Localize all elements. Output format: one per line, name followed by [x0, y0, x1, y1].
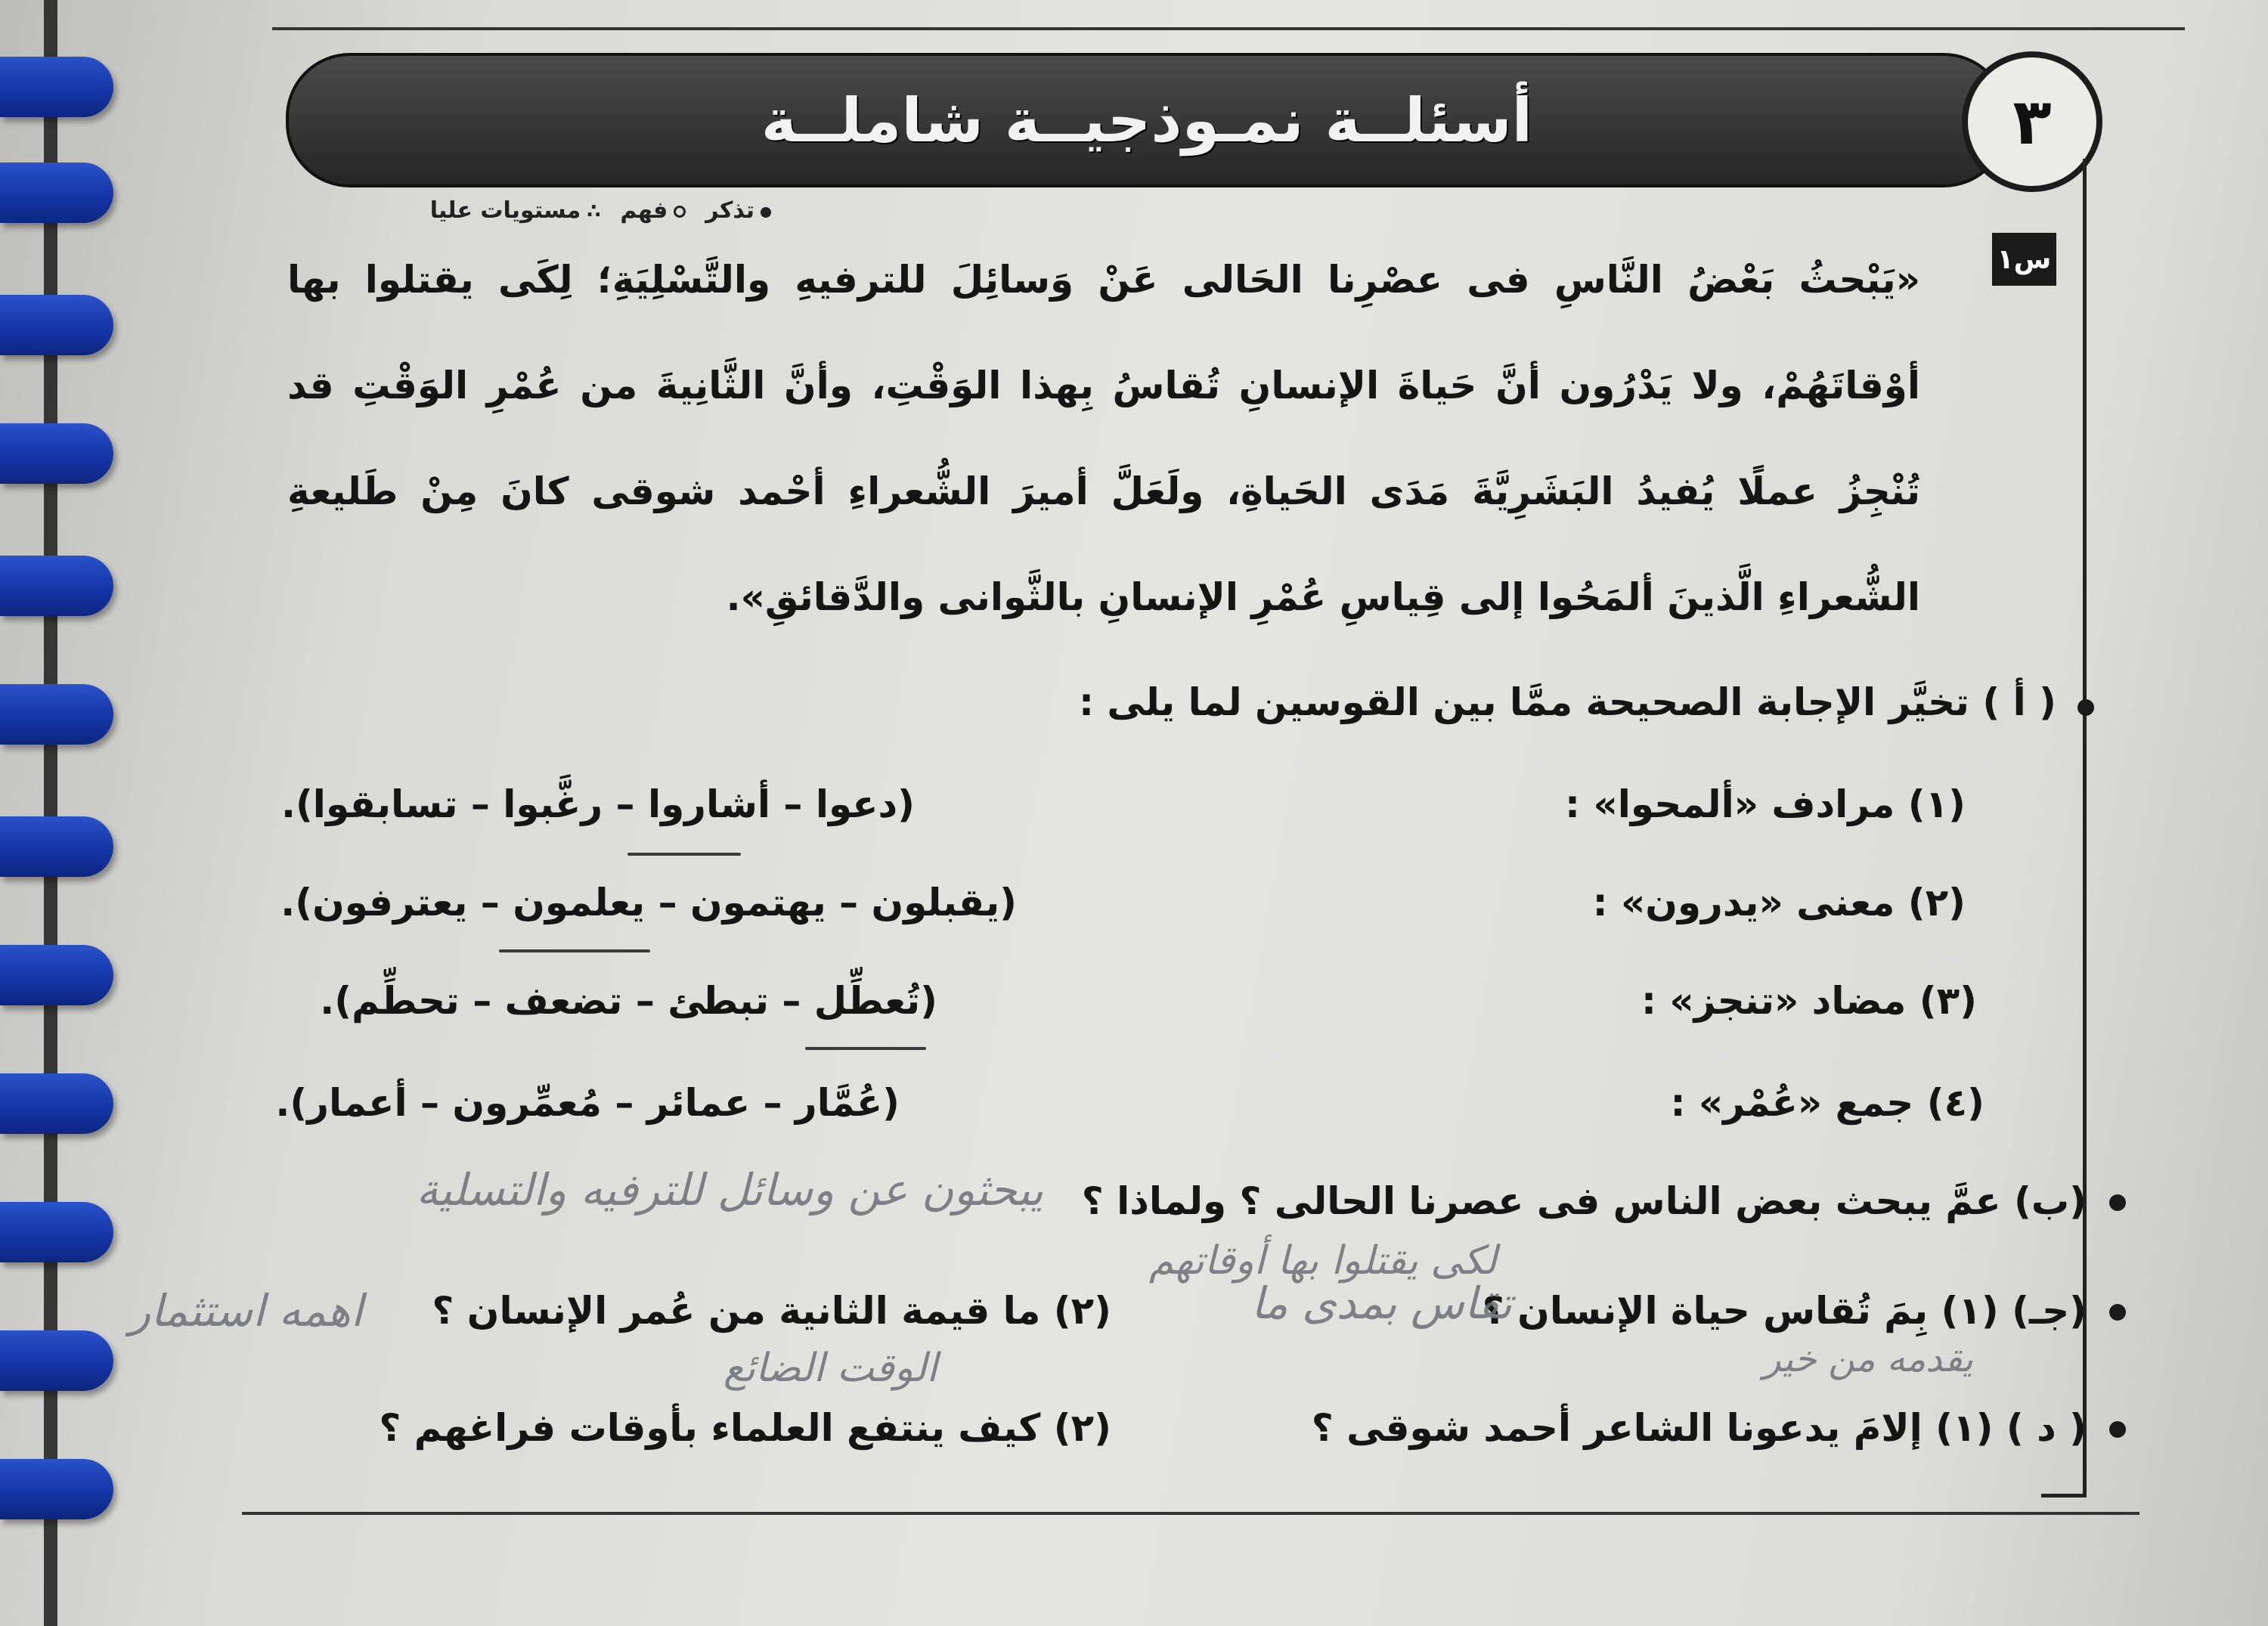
- section-banner: [286, 53, 2008, 187]
- binding-ring: [0, 1073, 113, 1134]
- legend-remember: تذكر: [705, 197, 771, 224]
- item-options: (تُعطِّل – تبطئ – تضعف – تحطِّم).: [320, 979, 937, 1023]
- section-number: ٣: [1962, 51, 2102, 192]
- bullet-icon: [2109, 1194, 2126, 1211]
- part-d-question-2: (٢) كيف ينتفع العلماء بأوقات فراغهم ؟: [379, 1406, 1111, 1450]
- binding-ring: [0, 1459, 113, 1519]
- part-a-prompt: ( أ ) تخيَّر الإجابة الصحيحة ممَّا بين القوسين لما يلى :: [1079, 680, 2056, 724]
- binding-ring: [0, 816, 113, 877]
- bullet-icon: [2109, 1304, 2126, 1321]
- question-frame-corner: [2041, 1494, 2087, 1497]
- hollow-dot-icon: [674, 206, 686, 218]
- handwritten-answer: يبحثون عن وسائل للترفيه والتسلية: [416, 1164, 1043, 1216]
- difficulty-legend: [302, 187, 771, 233]
- section-title: أسئلــة نمـوذجيــة شاملــة: [761, 85, 1533, 156]
- item-label: (٣) مضاد «تنجز» :: [1641, 979, 1977, 1023]
- part-c-question-2: (٢) ما قيمة الثانية من عُمر الإنسان ؟: [432, 1289, 1111, 1333]
- binding-ring: [0, 295, 113, 355]
- binding-ring: [0, 57, 113, 117]
- binding-ring: [0, 1202, 113, 1262]
- part-c-question-1: (جـ) (١) بِمَ تُقاس حياة الإنسان ؟: [1482, 1289, 2087, 1333]
- item-label: (٤) جمع «عُمْر» :: [1670, 1081, 1984, 1125]
- spiral-binding: [0, 0, 121, 1626]
- binding-ring: [0, 556, 113, 616]
- filled-dot-icon: [761, 207, 771, 218]
- answer-underline: [805, 1047, 926, 1050]
- reading-passage: «يَبْحثُ بَعْضُ النَّاسِ فى عصْرِنا الحَالى عَنْ وَسائِلَ للترفيهِ والتَّسْلِيَةِ؛ لِكَى يقتلوا بها أوْقاتَهُمْ، ولا يَدْرُون أنَّ حَياةَ الإنسانِ تُقاسُ بِهذا الوَقْتِ، وأنَّ الثَّانِيةَ من عُمْرِ الوَقْتِ قد تُنْجِزُ عملًا يُفيدُ البَشَرِيَّةَ مَدَى الحَياةِ، ولَعَلَّ أميرَ الشُّعراءِ أحْمد شوقى كانَ مِنْ طَليعةِ الشُّعراءِ الَّذينَ ألمَحُوا إلى قِياسِ عُمْرِ الإنسانِ بالثَّوانى والدَّقائقِ».: [287, 258, 1920, 619]
- bottom-rule: [242, 1512, 2139, 1515]
- top-rule: [272, 27, 2185, 30]
- handwritten-answer: لكى يقتلوا بها أوقاتهم: [1148, 1238, 1497, 1284]
- bullet-icon: [2077, 699, 2094, 716]
- handwritten-answer: يقدمه من خير: [1763, 1338, 1973, 1380]
- binding-ring: [0, 684, 113, 745]
- item-label: (١) مرادف «ألمحوا» :: [1565, 782, 1966, 826]
- triple-dot-icon: ∴: [587, 200, 601, 223]
- part-d-question-1: ( د ) (١) إلامَ يدعونا الشاعر أحمد شوقى ؟: [1311, 1406, 2087, 1450]
- legend-understand: فهم: [620, 197, 686, 224]
- binding-ring: [0, 423, 113, 484]
- answer-underline: [627, 853, 741, 856]
- answer-underline: [499, 949, 650, 952]
- bullet-icon: [2109, 1421, 2126, 1438]
- binding-ring: [0, 1330, 113, 1391]
- question-badge: س١: [1992, 233, 2056, 286]
- binding-ring: [0, 163, 113, 223]
- handwritten-answer: الوقت الضائع: [723, 1346, 937, 1391]
- item-options: (دعوا – أشاروا – رغَّبوا – تسابقوا).: [280, 782, 915, 826]
- binding-ring: [0, 945, 113, 1005]
- handwritten-answer: تقاس بمدى ما: [1250, 1278, 1512, 1329]
- handwritten-answer: اهمه استثمار: [129, 1285, 363, 1336]
- item-label: (٢) معنى «يدرون» :: [1592, 881, 1966, 924]
- legend-higher: ∴مستويات عليا: [429, 197, 601, 224]
- item-options: (يقبلون – يهتمون – يعلمون – يعترفون).: [280, 881, 1017, 924]
- item-options: (عُمَّار – عمائر – مُعمِّرون – أعمار).: [275, 1081, 900, 1125]
- part-b-question: (ب) عمَّ يبحث بعض الناس فى عصرنا الحالى ؟ ولماذا ؟: [1081, 1179, 2087, 1223]
